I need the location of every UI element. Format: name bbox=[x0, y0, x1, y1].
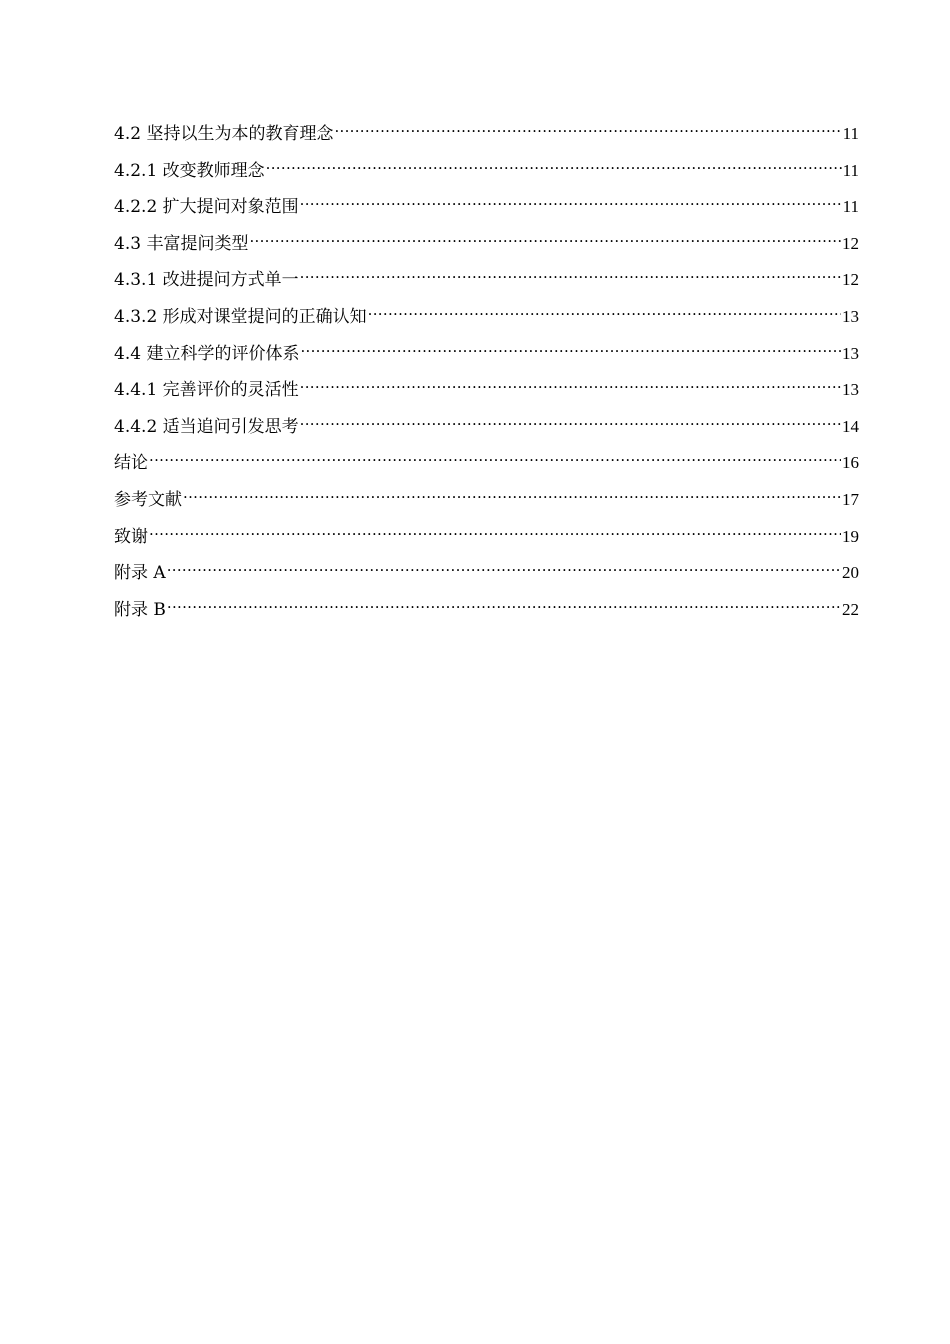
toc-entry-page: 22 bbox=[842, 599, 859, 619]
toc-entry-title: 4.4.2 适当追问引发思考 bbox=[114, 416, 299, 437]
toc-entry-title: 致谢 bbox=[114, 526, 148, 547]
toc-entry-title: 4.3 丰富提问类型 bbox=[114, 233, 249, 254]
toc-dot-leader bbox=[300, 333, 841, 359]
toc-dot-leader bbox=[149, 516, 841, 542]
toc-entry-title: 4.2.2 扩大提问对象范围 bbox=[114, 197, 299, 218]
toc-entry-title: 4.4 建立科学的评价体系 bbox=[114, 343, 300, 364]
toc-dot-leader bbox=[300, 259, 841, 285]
toc-entry-title: 附录 A bbox=[114, 563, 166, 584]
toc-entry[interactable] bbox=[114, 479, 859, 516]
toc-entry-title: 附录 B bbox=[114, 599, 166, 620]
toc-entry-page: 13 bbox=[842, 306, 859, 326]
toc-dot-leader bbox=[183, 479, 841, 505]
toc-dot-leader bbox=[167, 589, 841, 615]
toc-entry-page: 20 bbox=[842, 563, 859, 583]
toc-entry-title: 4.2.1 改变教师理念 bbox=[114, 160, 265, 181]
toc-entry-page: 17 bbox=[842, 489, 859, 509]
toc-dot-leader bbox=[300, 406, 841, 432]
toc-dot-leader bbox=[300, 369, 841, 395]
toc-entry-page: 19 bbox=[842, 526, 859, 546]
toc-entry-page: 11 bbox=[842, 197, 859, 217]
toc-entry-page: 11 bbox=[842, 124, 859, 143]
toc-dot-leader bbox=[300, 186, 842, 212]
toc-entry[interactable] bbox=[114, 333, 859, 370]
toc-dot-leader bbox=[334, 113, 841, 139]
toc-dot-leader bbox=[167, 552, 841, 578]
toc-entry[interactable] bbox=[114, 589, 859, 626]
toc-dot-leader bbox=[368, 296, 841, 322]
toc-entry-page: 11 bbox=[842, 160, 859, 180]
toc-entry-page: 12 bbox=[842, 233, 859, 253]
toc-entry-page: 13 bbox=[842, 343, 859, 363]
toc-entry[interactable] bbox=[114, 442, 859, 479]
toc-dot-leader bbox=[266, 150, 842, 176]
toc-entry-title: 参考文献 bbox=[114, 489, 182, 510]
toc-entry[interactable] bbox=[114, 150, 859, 187]
toc-dot-leader bbox=[249, 223, 841, 249]
toc-entry[interactable] bbox=[114, 259, 859, 296]
toc-entry[interactable] bbox=[114, 223, 859, 260]
toc-entry-title: 4.4.1 完善评价的灵活性 bbox=[114, 380, 299, 401]
toc-entry[interactable] bbox=[114, 369, 859, 406]
toc-entry[interactable] bbox=[114, 296, 859, 333]
toc-entry[interactable] bbox=[114, 406, 859, 443]
toc-entry[interactable] bbox=[114, 186, 859, 223]
toc-entry-title: 4.3.1 改进提问方式单一 bbox=[114, 270, 299, 291]
toc-entry-title: 4.2 坚持以生为本的教育理念 bbox=[114, 124, 334, 144]
toc-entry-page: 13 bbox=[842, 380, 859, 400]
toc-entry-page: 14 bbox=[842, 416, 859, 436]
toc-entry-title: 4.3.2 形成对课堂提问的正确认知 bbox=[114, 306, 367, 327]
table-of-contents bbox=[114, 113, 859, 625]
toc-entry-title: 结论 bbox=[114, 453, 148, 474]
toc-entry-page: 16 bbox=[842, 453, 859, 473]
toc-dot-leader bbox=[149, 442, 841, 468]
toc-entry-page: 12 bbox=[842, 270, 859, 290]
toc-entry[interactable] bbox=[114, 113, 859, 150]
toc-entry[interactable] bbox=[114, 552, 859, 589]
toc-entry[interactable] bbox=[114, 516, 859, 553]
